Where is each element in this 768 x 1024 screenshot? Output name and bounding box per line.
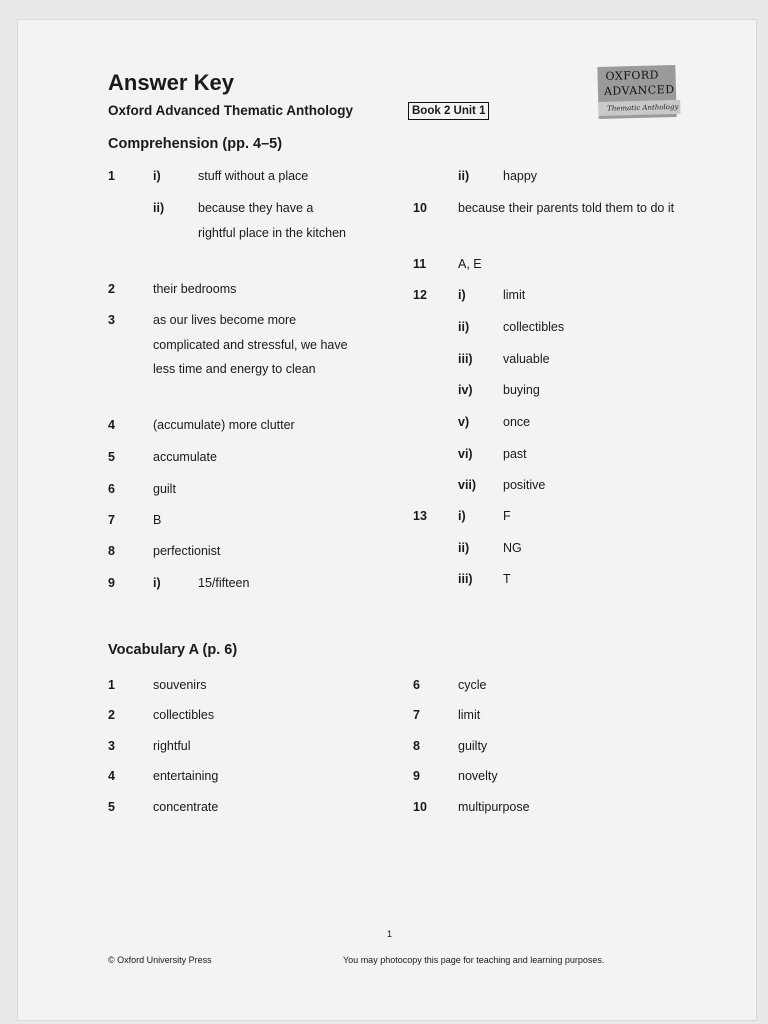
question-number: 13 <box>413 509 427 523</box>
vocab-answer: limit <box>458 708 481 722</box>
answer-text: A, E <box>458 257 482 271</box>
vocab-answer: rightful <box>153 739 191 753</box>
answer-text: NG <box>503 541 522 555</box>
sub-label: v) <box>458 415 470 429</box>
answer-text: valuable <box>503 352 550 366</box>
answer-text: as our lives become more complicated and stressful, we have less time and energy to clean <box>153 313 348 376</box>
question-number: 4 <box>108 418 115 432</box>
vocab-answer: guilty <box>458 739 488 753</box>
question-number: 2 <box>108 282 115 296</box>
vocab-number: 5 <box>108 800 115 814</box>
question-number: 8 <box>108 544 115 558</box>
vocab-answer: concentrate <box>153 800 219 814</box>
answer-text: accumulate <box>153 450 217 464</box>
answer-text: because their parents told them to do it <box>458 201 675 215</box>
answer-text: buying <box>503 383 540 397</box>
vocab-answer: multipurpose <box>458 800 530 814</box>
question-number: 3 <box>108 313 115 327</box>
answer-text: 15/fifteen <box>198 576 250 590</box>
answer-text: once <box>503 415 531 429</box>
vocab-answer: entertaining <box>153 769 219 783</box>
logo-line-1: OXFORD <box>605 68 660 83</box>
answer-text: collectibles <box>503 320 565 334</box>
logo-line-2: ADVANCED <box>603 83 675 98</box>
sub-label: i) <box>153 169 161 183</box>
page-title: Answer Key <box>108 70 234 95</box>
vocabulary-heading: Vocabulary A (p. 6) <box>108 642 238 658</box>
vocab-number: 10 <box>413 800 427 814</box>
vocab-number: 4 <box>108 769 115 783</box>
comprehension-heading: Comprehension (pp. 4–5) <box>108 136 283 152</box>
answer-text: positive <box>503 478 546 492</box>
sub-label: i) <box>458 288 466 302</box>
vocab-answer: collectibles <box>153 708 215 722</box>
vocab-number: 3 <box>108 739 115 753</box>
vocab-number: 1 <box>108 678 115 692</box>
sub-label: vii) <box>458 478 477 492</box>
sub-label: ii) <box>458 169 470 183</box>
book-series-title: Oxford Advanced Thematic Anthology <box>108 103 354 118</box>
question-number: 11 <box>413 257 427 271</box>
answer-text: B <box>153 513 162 527</box>
sub-label: iii) <box>458 572 473 586</box>
answer-text: F <box>503 509 511 523</box>
answer-key-page <box>18 20 756 1020</box>
answer-text: guilt <box>153 482 176 496</box>
question-number: 9 <box>108 576 115 590</box>
answer-text: happy <box>503 169 538 183</box>
question-number: 12 <box>413 288 427 302</box>
answer-text: (accumulate) more clutter <box>153 418 295 432</box>
question-number: 1 <box>108 169 115 183</box>
answer-text: their bedrooms <box>153 282 237 296</box>
page-number: 1 <box>387 929 393 939</box>
vocab-number: 9 <box>413 769 420 783</box>
question-number: 6 <box>108 482 115 496</box>
question-number: 10 <box>413 201 427 215</box>
book-unit-tag: Book 2 Unit 1 <box>408 102 489 120</box>
sub-label: ii) <box>153 201 165 215</box>
sub-label: i) <box>458 509 466 523</box>
vocab-answer: cycle <box>458 678 487 692</box>
question-number: 5 <box>108 450 115 464</box>
vocab-answer: novelty <box>458 769 498 783</box>
copyright-notice: © Oxford University Press <box>108 955 212 965</box>
logo-line-3: Thematic Anthology <box>598 100 680 116</box>
sub-label: vi) <box>458 447 473 461</box>
sub-label: i) <box>153 576 161 590</box>
answer-text: because they have a rightful place in the kitchen <box>198 201 347 240</box>
vocab-answer: souvenirs <box>153 678 207 692</box>
question-number: 7 <box>108 513 115 527</box>
answer-text: T <box>503 572 511 586</box>
answer-text: limit <box>503 288 526 302</box>
vocab-number: 8 <box>413 739 420 753</box>
vocab-number: 6 <box>413 678 420 692</box>
answer-text: stuff without a place <box>198 169 309 183</box>
answer-text: past <box>503 447 527 461</box>
photocopy-notice: You may photocopy this page for teaching and learning purposes. <box>343 955 605 965</box>
sub-label: ii) <box>458 541 470 555</box>
sub-label: ii) <box>458 320 470 334</box>
sub-label: iv) <box>458 383 473 397</box>
vocab-number: 7 <box>413 708 420 722</box>
vocab-number: 2 <box>108 708 115 722</box>
answer-text: perfectionist <box>153 544 221 558</box>
oxford-advanced-logo <box>597 65 679 119</box>
sub-label: iii) <box>458 352 473 366</box>
